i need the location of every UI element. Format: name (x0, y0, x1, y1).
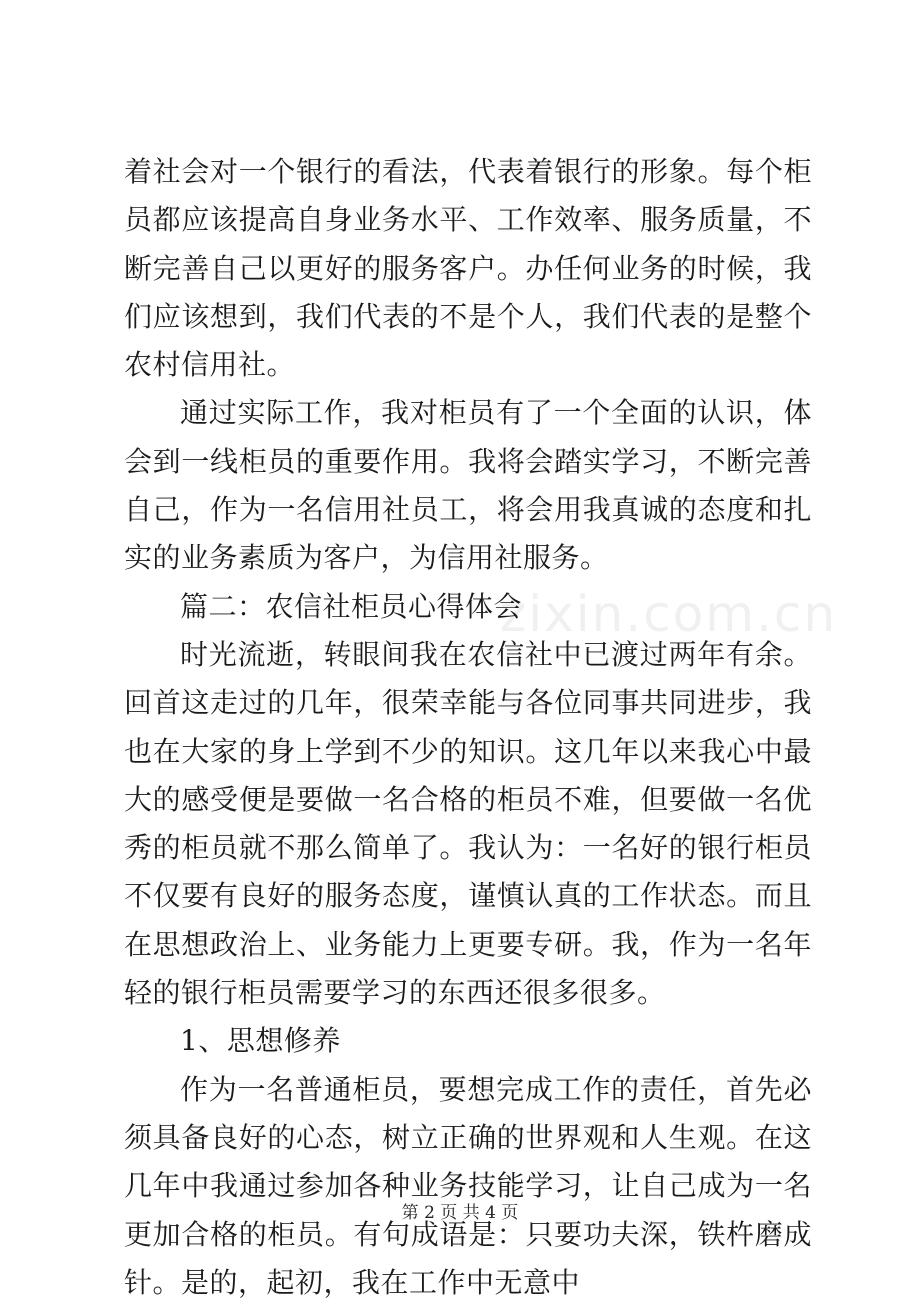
paragraph-4: 时光流逝，转眼间我在农信社中已渡过两年有余。回首这走过的几年，很荣幸能与各位同事共同进步，我也在大家的身上学到不少的知识。这几年以来我心中最大的感受便是要做一名合格的柜员不难，但要做一名优秀的柜员就不那么简单了。我认为：一名好的银行柜员不仅要有良好的服务态度，谨慎认真的工作状态。而且在思想政治上、业务能力上更要专研。我，作为一名年轻的银行柜员需要学习的东西还很多很多。 (124, 637, 812, 1010)
paragraph-1: 着社会对一个银行的看法，代表着银行的形象。每个柜员都应该提高自身业务水平、工作效率、服务质量，不断完善自己以更好的服务客户。办任何业务的时候，我们应该想到，我们代表的不是个人，我们代表的是整个农村信用社。 (124, 155, 812, 382)
page-footer: 第 2 页 共 4 页 (401, 1203, 519, 1223)
watermark: zixin.com.cn (500, 585, 838, 643)
paragraph-6: 作为一名普通柜员，要想完成工作的责任，首先必须具备良好的心态，树立正确的世界观和人生观。在这几年中我通过参加各种业务技能学习，让自己成为一名更加合格的柜员。有句成语是：只要功夫深，铁杵磨成针。是的，起初，我在工作中无意中 (124, 1072, 812, 1299)
subsection-heading: 1、思想修养 (180, 1024, 341, 1058)
section-heading: 篇二：农信社柜员心得体会 (180, 589, 523, 623)
document-body (124, 148, 812, 1307)
paragraph-2: 通过实际工作，我对柜员有了一个全面的认识，体会到一线柜员的重要作用。我将会踏实学习，不断完善自己，作为一名信用社员工，将会用我真诚的态度和扎实的业务素质为客户，为信用社服务。 (124, 396, 812, 575)
